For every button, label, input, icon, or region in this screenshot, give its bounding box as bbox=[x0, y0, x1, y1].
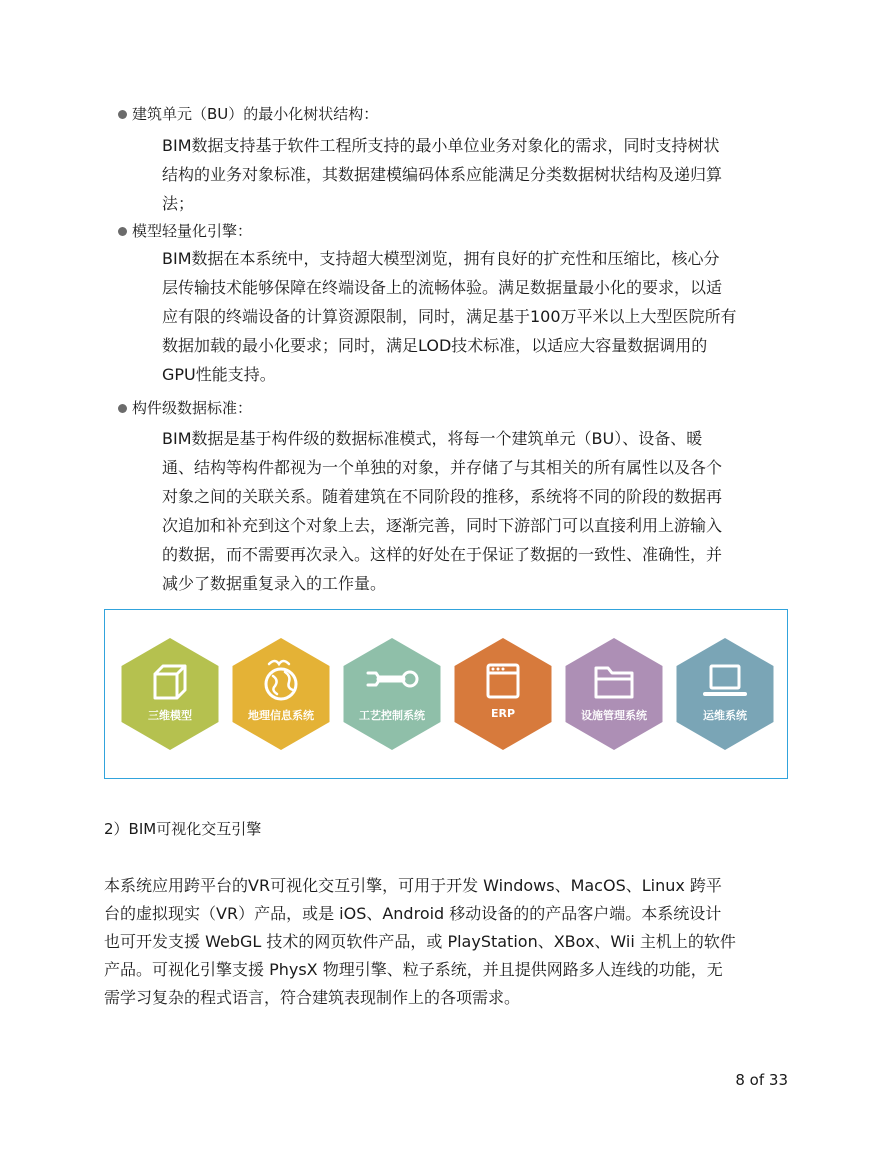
text-line: 本系统应用跨平台的VR可视化交互引擎，可用于开发 Windows、MacOS、Linux 跨平 bbox=[104, 876, 722, 895]
text-line: 也可开发支援 WebGL 技术的网页软件产品，或 PlayStation、XBox、Wii 主机上的软件 bbox=[104, 932, 736, 951]
paragraph bbox=[162, 424, 787, 598]
heading-text: 建筑单元（BU）的最小化树状结构： bbox=[132, 105, 379, 123]
text-line: 的数据，而不需要再次录入。这样的好处在于保证了数据的一致性、准确性，并 bbox=[162, 545, 723, 564]
section-title: 2）BIM可视化交互引擎 bbox=[104, 820, 262, 838]
hexagon-tile bbox=[455, 638, 552, 750]
hexagon-tile bbox=[122, 638, 219, 750]
text-line: 结构的业务对象标准，其数据建模编码体系应能满足分类数据树状结构及递归算 bbox=[162, 165, 723, 184]
text-line: 法； bbox=[162, 194, 195, 213]
bullet-heading bbox=[118, 398, 252, 418]
hexagon-label: 三维模型 bbox=[148, 709, 192, 722]
page-number: 8 of 33 bbox=[735, 1071, 788, 1089]
paragraph bbox=[162, 131, 787, 218]
hexagon-graphic bbox=[105, 610, 787, 778]
bullet-dot-icon bbox=[118, 404, 127, 413]
text-line: 通、结构等构件都视为一个单独的对象，并存储了与其相关的所有属性以及各个 bbox=[162, 458, 723, 477]
hexagon-label: 设施管理系统 bbox=[581, 709, 647, 722]
text-line: 台的虚拟现实（VR）产品，或是 iOS、Android 移动设备的的产品客户端。本系统设计 bbox=[104, 904, 722, 923]
text-line: BIM数据是基于构件级的数据标准模式，将每一个建筑单元（BU）、设备、暖 bbox=[162, 429, 703, 448]
paragraph bbox=[162, 244, 787, 389]
hexagon-label: 工艺控制系统 bbox=[359, 709, 425, 722]
text-line: BIM数据在本系统中，支持超大模型浏览，拥有良好的扩充性和压缩比，核心分 bbox=[162, 249, 720, 268]
text-line: 产品。可视化引擎支援 PhysX 物理引擎、粒子系统，并且提供网路多人连线的功能，无 bbox=[104, 960, 723, 979]
hexagon-tile bbox=[233, 638, 330, 750]
heading-text: 构件级数据标准： bbox=[132, 399, 253, 417]
text-line: 数据加载的最小化要求；同时，满足LOD技术标准，以适应大容量数据调用的 bbox=[162, 336, 708, 355]
text-line: 层传输技术能够保障在终端设备上的流畅体验。满足数据量最小化的要求，以适 bbox=[162, 278, 723, 297]
hexagon-label: ERP bbox=[490, 707, 516, 720]
text-line: 次追加和补充到这个对象上去，逐渐完善，同时下游部门可以直接利用上游输入 bbox=[162, 516, 723, 535]
bullet-heading bbox=[118, 221, 252, 241]
section-body bbox=[104, 872, 794, 1012]
text-line: 应有限的终端设备的计算资源限制，同时，满足基于100万平米以上大型医院所有 bbox=[162, 307, 737, 326]
hexagon-label: 地理信息系统 bbox=[248, 709, 314, 722]
bullet-heading bbox=[118, 104, 378, 124]
bullet-dot-icon bbox=[118, 110, 127, 119]
text-line: 对象之间的关联关系。随着建筑在不同阶段的推移，系统将不同的阶段的数据再 bbox=[162, 487, 723, 506]
text-line: 减少了数据重复录入的工作量。 bbox=[162, 574, 387, 593]
heading-text: 模型轻量化引擎： bbox=[132, 222, 253, 240]
text-line: 需学习复杂的程式语言，符合建筑表现制作上的各项需求。 bbox=[104, 988, 521, 1007]
systems-figure bbox=[104, 609, 788, 779]
hexagon-label: 运维系统 bbox=[703, 709, 747, 722]
text-line: GPU性能支持。 bbox=[162, 365, 276, 384]
text-line: BIM数据支持基于软件工程所支持的最小单位业务对象化的需求，同时支持树状 bbox=[162, 136, 720, 155]
hexagon-tile bbox=[566, 638, 663, 750]
bullet-dot-icon bbox=[118, 227, 127, 236]
hexagon-tile bbox=[344, 638, 441, 750]
